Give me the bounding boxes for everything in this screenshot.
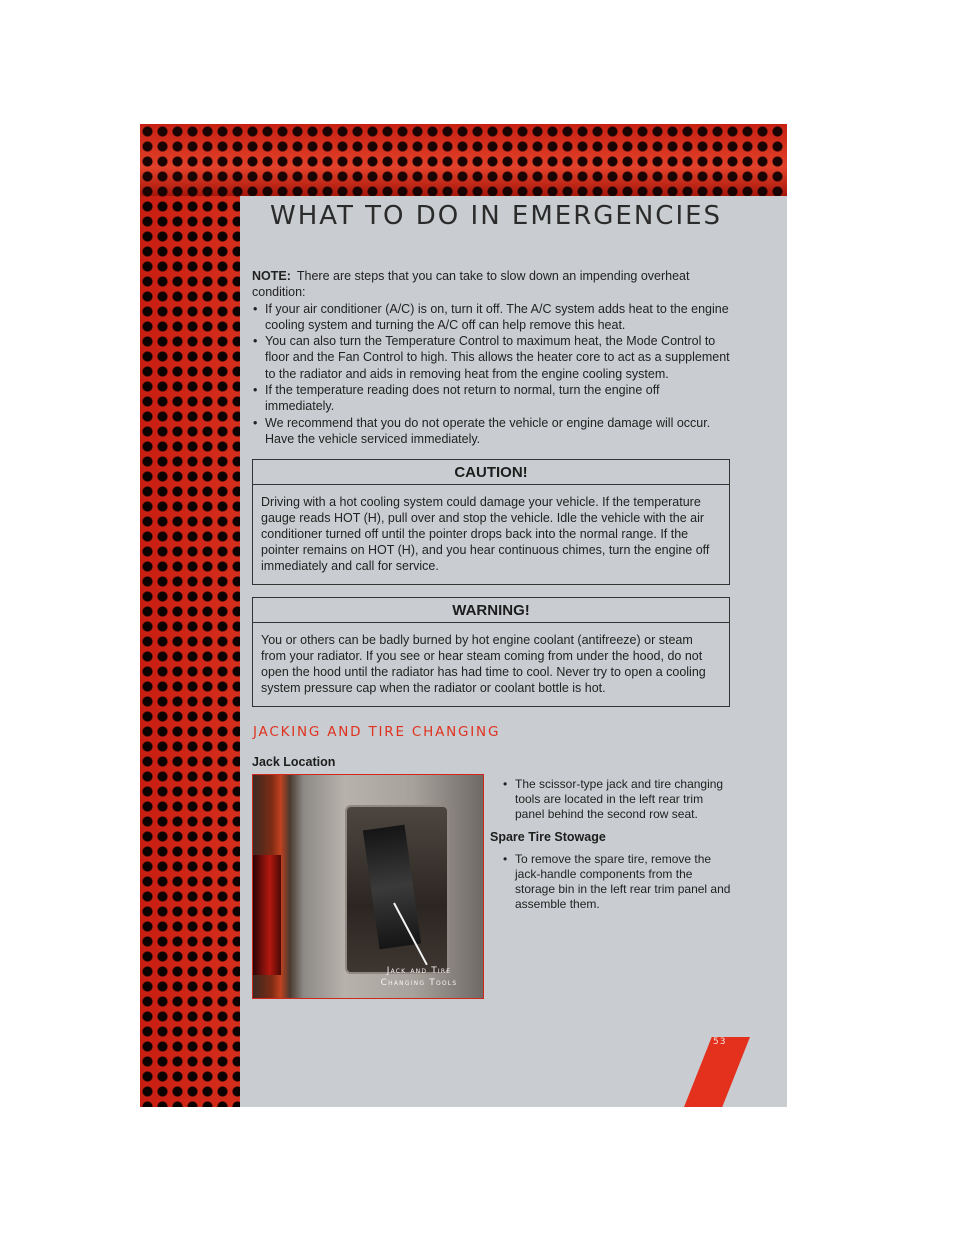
warning-box (252, 597, 730, 707)
caution-box (252, 459, 730, 585)
tail-lamp-graphic (253, 855, 281, 975)
jack-location-title: Jack Location (252, 755, 336, 769)
spare-tire-title: Spare Tire Stowage (490, 830, 606, 844)
list-item: • If the temperature reading does not return to normal, turn the engine off immediately. (252, 382, 730, 415)
note-label: NOTE: (252, 269, 291, 283)
photo-caption-line: Changing Tools (380, 978, 458, 988)
jack-location-list (502, 777, 734, 822)
jack-location-photo (252, 774, 484, 999)
list-item: • We recommend that you do not operate the vehicle or engine damage will occur. Have the vehicle serviced immediately. (252, 415, 730, 448)
page-title: WHAT TO DO IN EMERGENCIES (270, 201, 723, 231)
warning-title: WARNING! (253, 598, 729, 623)
note-block (252, 268, 730, 447)
photo-caption (355, 965, 483, 989)
spare-tire-list (502, 852, 734, 912)
photo-caption-line: Jack and Tire (386, 966, 452, 976)
spare-tire-text (502, 852, 734, 912)
list-item: • If your air conditioner (A/C) is on, turn it off. The A/C system adds heat to the engine cooling system and turning the A/C off can help remove this heat. (252, 301, 730, 334)
note-list (252, 301, 730, 448)
list-item: • You can also turn the Temperature Control to maximum heat, the Mode Control to floor and the Fan Control to high. This allows the heater core to act as a supplement to the radiator and aids in removing heat from the engine cooling system. (252, 333, 730, 382)
jack-location-text (502, 777, 734, 822)
caution-title: CAUTION! (253, 460, 729, 485)
header-band (140, 124, 787, 196)
warning-body: You or others can be badly burned by hot engine coolant (antifreeze) or steam from your radiator. If you see or hear steam coming from under the hood, do not open the hood until the radiator has had time to cool. Never try to open a cooling system pressure cap when the radiator or coolant bottle is hot. (261, 633, 706, 695)
list-item: • The scissor-type jack and tire changing tools are located in the left rear trim panel behind the second row seat. (502, 777, 734, 822)
note-intro (252, 268, 730, 301)
list-item: • To remove the spare tire, remove the jack-handle components from the storage bin in the left rear trim panel and assemble them. (502, 852, 734, 912)
section-heading-jacking: JACKING AND TIRE CHANGING (253, 724, 501, 740)
caution-body: Driving with a hot cooling system could damage your vehicle. If the temperature gauge reads HOT (H), pull over and stop the vehicle. Idle the vehicle with the air conditioner turned off until the pointer drops back into the normal range. If the pointer remains on HOT (H), and you hear continuous chimes, turn the engine off immediately and call for service. (261, 495, 710, 573)
note-intro-text: There are steps that you can take to slow down an impending overheat condition: (252, 269, 690, 300)
page-number: 53 (713, 1037, 727, 1047)
